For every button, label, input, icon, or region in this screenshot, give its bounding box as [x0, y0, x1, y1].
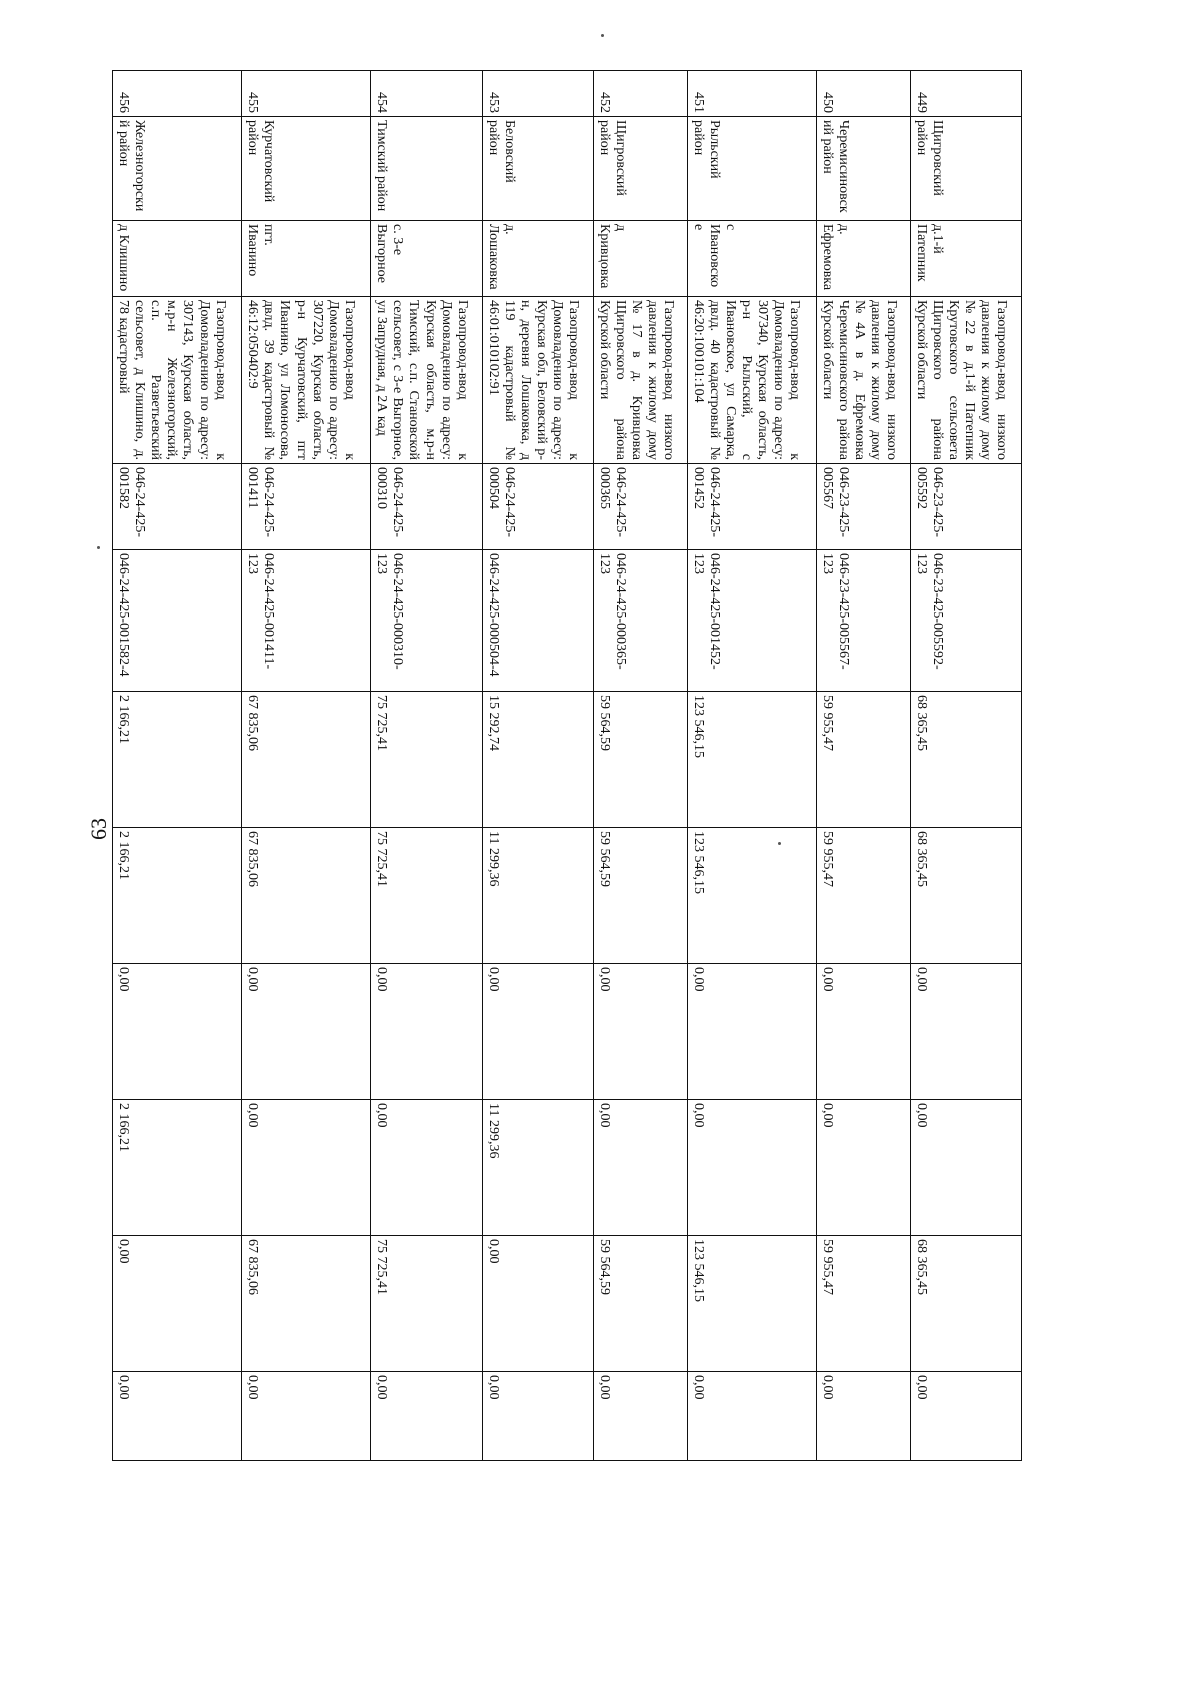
row-index: 455: [242, 71, 371, 117]
locality-cell: с. 3-е Выгорное: [371, 221, 482, 297]
amount-3-cell: 0,00: [594, 964, 688, 1100]
amount-5-cell: 0,00: [482, 1236, 593, 1372]
table-row: [816, 71, 910, 1461]
table-body: [113, 71, 1022, 1461]
locality-cell: д Клишино: [113, 221, 242, 297]
amount-5-cell: 67 835,06: [242, 1236, 371, 1372]
description-cell: Газопровод-ввод к Домовладению по адресу: Курская обл, Беловский р-н, деревня Лошаковка, д 119 кадастровый № 46:01:010102:91: [482, 297, 593, 464]
table-row: [594, 71, 688, 1461]
amount-5-cell: 0,00: [113, 1236, 242, 1372]
amount-3-cell: 0,00: [113, 964, 242, 1100]
amount-2-cell: 75 725,41: [371, 828, 482, 964]
amount-1-cell: 67 835,06: [242, 692, 371, 828]
locality-cell: пгт. Иванино: [242, 221, 371, 297]
district-cell: Беловский район: [482, 117, 593, 221]
description-cell: Газопровод-ввод низкого давления к жилому дому №17 в д. Кривцовка Щигровского района Курской области: [594, 297, 688, 464]
amount-3-cell: 0,00: [910, 964, 1021, 1100]
amount-3-cell: 0,00: [242, 964, 371, 1100]
amount-5-cell: 59 955,47: [816, 1236, 910, 1372]
cadastral-code-cell: 046-24-425-000504-4: [482, 550, 593, 692]
amount-1-cell: 75 725,41: [371, 692, 482, 828]
amount-1-cell: 59 564,59: [594, 692, 688, 828]
district-cell: Щигровский район: [910, 117, 1021, 221]
amount-3-cell: 0,00: [371, 964, 482, 1100]
object-code-cell: 046-24-425-000365: [594, 464, 688, 550]
description-cell: Газопровод-ввод к Домовладению по адресу: 307143, Курская область, м.р-н Железногорский, с.п. Разветьевский сельсовет, д Клишино, д. 78 кадастровый: [113, 297, 242, 464]
amount-4-cell: 0,00: [594, 1100, 688, 1236]
table-row: [242, 71, 371, 1461]
amount-2-cell: 2 166,21: [113, 828, 242, 964]
amount-1-cell: 2 166,21: [113, 692, 242, 828]
scan-dot: [97, 546, 100, 549]
amount-6-cell: 0,00: [482, 1372, 593, 1461]
amount-1-cell: 123 546,15: [687, 692, 816, 828]
amount-5-cell: 59 564,59: [594, 1236, 688, 1372]
district-cell: Черемисиновский район: [816, 117, 910, 221]
locality-cell: с Ивановское: [687, 221, 816, 297]
amount-4-cell: 11 299,36: [482, 1100, 593, 1236]
object-code-cell: 046-24-425-001582: [113, 464, 242, 550]
scan-dot: [601, 34, 604, 37]
row-index: 452: [594, 71, 688, 117]
object-code-cell: 046-23-425-005567: [816, 464, 910, 550]
amount-5-cell: 68 365,45: [910, 1236, 1021, 1372]
amount-6-cell: 0,00: [687, 1372, 816, 1461]
amount-1-cell: 59 955,47: [816, 692, 910, 828]
amount-2-cell: 67 835,06: [242, 828, 371, 964]
amount-6-cell: 0,00: [594, 1372, 688, 1461]
amount-3-cell: 0,00: [816, 964, 910, 1100]
object-code-cell: 046-24-425-001452: [687, 464, 816, 550]
amount-1-cell: 15 292,74: [482, 692, 593, 828]
district-cell: Рыльский район: [687, 117, 816, 221]
row-index: 450: [816, 71, 910, 117]
amount-1-cell: 68 365,45: [910, 692, 1021, 828]
amount-2-cell: 68 365,45: [910, 828, 1021, 964]
cadastral-code-cell: 046-24-425-001582-4: [113, 550, 242, 692]
amount-6-cell: 0,00: [242, 1372, 371, 1461]
amount-3-cell: 0,00: [687, 964, 816, 1100]
amount-4-cell: 0,00: [371, 1100, 482, 1236]
amount-6-cell: 0,00: [113, 1372, 242, 1461]
amount-6-cell: 0,00: [371, 1372, 482, 1461]
object-code-cell: 046-23-425-005592: [910, 464, 1021, 550]
amount-3-cell: 0,00: [482, 964, 593, 1100]
amount-2-cell: 59 955,47: [816, 828, 910, 964]
amount-2-cell: 59 564,59: [594, 828, 688, 964]
description-cell: Газопровод-ввод к Домовладению по адресу: Курская область, м.р-н Тимский, с.п. Становской сельсовет, с 3-е Выгорное, ул Запрудная, д 2А кад: [371, 297, 482, 464]
cadastral-code-cell: 046-24-425-000310-123: [371, 550, 482, 692]
table-row: [482, 71, 593, 1461]
object-code-cell: 046-24-425-001411: [242, 464, 371, 550]
object-code-cell: 046-24-425-000504: [482, 464, 593, 550]
locality-cell: д. Ефремовка: [816, 221, 910, 297]
amount-6-cell: 0,00: [910, 1372, 1021, 1461]
amount-4-cell: 0,00: [242, 1100, 371, 1236]
amount-4-cell: 0,00: [816, 1100, 910, 1236]
cadastral-code-cell: 046-24-425-000365-123: [594, 550, 688, 692]
cadastral-code-cell: 046-24-425-001411-123: [242, 550, 371, 692]
row-index: 456: [113, 71, 242, 117]
cadastral-code-cell: 046-23-425-005567-123: [816, 550, 910, 692]
locality-cell: д.1-й Патепник: [910, 221, 1021, 297]
row-index: 453: [482, 71, 593, 117]
locality-cell: д. Лошаковка: [482, 221, 593, 297]
locality-cell: д Кривцовка: [594, 221, 688, 297]
amount-5-cell: 123 546,15: [687, 1236, 816, 1372]
amount-2-cell: 11 299,36: [482, 828, 593, 964]
row-index: 449: [910, 71, 1021, 117]
district-cell: Курчатовский район: [242, 117, 371, 221]
cadastral-code-cell: 046-23-425-005592-123: [910, 550, 1021, 692]
district-cell: Тимский район: [371, 117, 482, 221]
table-row: [910, 71, 1021, 1461]
register-table: [112, 70, 1022, 1460]
amount-4-cell: 0,00: [910, 1100, 1021, 1236]
row-index: 454: [371, 71, 482, 117]
amount-4-cell: 2 166,21: [113, 1100, 242, 1236]
description-cell: Газопровод-ввод к Домовладению по адресу: 307340, Курская область, р-н Рыльский, с Ивановское, ул Самарка, двлд. 40 кадастровый № 46:20:100101:104: [687, 297, 816, 464]
amount-2-cell: 123 546,15: [687, 828, 816, 964]
cadastral-code-cell: 046-24-425-001452-123: [687, 550, 816, 692]
table-row: [371, 71, 482, 1461]
description-cell: Газопровод-ввод низкого давления к жилому дому №4А в д. Ефремовка Черемисиновского района Курской области: [816, 297, 910, 464]
page-number: 63: [86, 818, 111, 840]
district-cell: Щигровский район: [594, 117, 688, 221]
table-row: [687, 71, 816, 1461]
description-cell: Газопровод-ввод к Домовладению по адресу: 307220, Курская область, р-н Курчатовский, пгт Иванино, ул Ломоносова, двлд. 39 кадастровый № 46:12:050402:9: [242, 297, 371, 464]
district-cell: Железногорский район: [113, 117, 242, 221]
table-row: [113, 71, 242, 1461]
description-cell: Газопровод-ввод низкого давления к жилому дому №22 в д.1-й Патепник Крутовского сельсовета Щигровского района Курской области: [910, 297, 1021, 464]
amount-5-cell: 75 725,41: [371, 1236, 482, 1372]
object-code-cell: 046-24-425-000310: [371, 464, 482, 550]
amount-4-cell: 0,00: [687, 1100, 816, 1236]
amount-6-cell: 0,00: [816, 1372, 910, 1461]
row-index: 451: [687, 71, 816, 117]
